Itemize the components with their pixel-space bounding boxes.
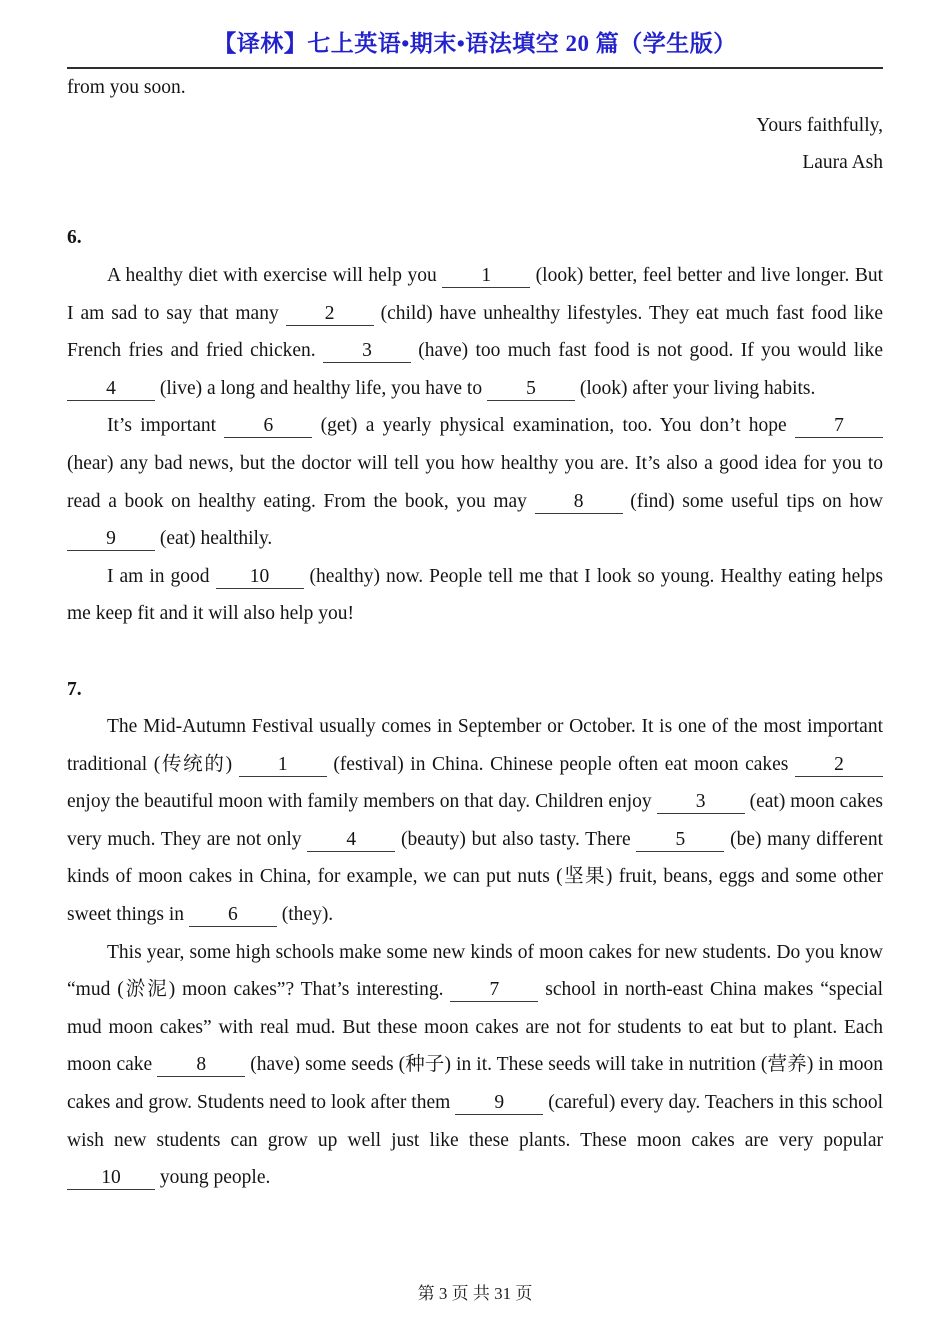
fill-in-blank-10: 10: [216, 565, 304, 589]
fill-in-blank-1: 1: [239, 753, 327, 777]
exercise-sections: [67, 219, 883, 1196]
fill-in-blank-7: 7: [450, 978, 538, 1002]
page-number-text: 第 3 页 共 31 页: [417, 1284, 533, 1303]
fill-in-blank-10: 10: [67, 1166, 155, 1190]
fill-in-blank-8: 8: [535, 490, 623, 514]
passage-paragraph: It’s important 6 (get) a yearly physical examination, too. You don’t hope 7 (hear) any bad news, but the doctor will tell you how healthy you are. It’s also a good idea for you to read a book on healthy eating. From the book, you may 8 (find) some useful tips on how 9 (eat) healthily.: [67, 415, 883, 550]
document-content: [67, 69, 883, 1197]
fill-in-blank-5: 5: [636, 828, 724, 852]
fill-in-blank-9: 9: [455, 1091, 543, 1115]
fill-in-blank-7: 7: [795, 414, 883, 438]
fill-in-blank-3: 3: [323, 339, 411, 363]
section-number: 7.: [67, 678, 82, 700]
exercise-section-6: [67, 219, 883, 633]
passage-paragraph: The Mid-Autumn Festival usually comes in September or October. It is one of the most important traditional (传统的) 1 (festival) in China. Chinese people often eat moon cakes 2 enjoy the beautiful moon with family members on that day. Children enjoy 3 (eat) moon cakes very much. They are not only 4 (beauty) but also tasty. There 5 (be) many different kinds of moon cakes in China, for example, we can put nuts (坚果) fruit, beans, eggs and some other sweet things in 6 (they).: [67, 716, 883, 926]
fill-in-blank-9: 9: [67, 527, 155, 551]
letter-continuation-line: from you soon.: [67, 77, 186, 98]
passage-paragraph: This year, some high schools make some new kinds of moon cakes for new students. Do you know “mud (淤泥) moon cakes”? That’s interesting. 7 school in north-east China makes “special mud moon cakes” with real mud. But these moon cakes are not for students to eat but to plant. Each moon cake 8 (have) some seeds (种子) in it. These seeds will take in nutrition (营养) in moon cakes and grow. Students need to look after them 9 (careful) every day. Teachers in this school wish new students can grow up well just like these plants. These moon cakes are very popular 10 young people.: [67, 941, 883, 1189]
letter-signature: Laura Ash: [802, 152, 883, 174]
fill-in-blank-4: 4: [307, 828, 395, 852]
exercise-section-7: [67, 671, 883, 1197]
page-title: 【译林】七上英语•期末•语法填空 20 篇（学生版）: [213, 31, 737, 56]
section-number: 6.: [67, 227, 82, 249]
passage-paragraph: A healthy diet with exercise will help you 1 (look) better, feel better and live longer. But I am sad to say that many 2 (child) have unhealthy lifestyles. They eat much fast food like French fries and fried chicken. 3 (have) too much fast food is not good. If you would like 4 (live) a long and healthy life, you have to 5 (look) after your living habits.: [67, 264, 883, 399]
fill-in-blank-8: 8: [157, 1053, 245, 1077]
fill-in-blank-5: 5: [487, 377, 575, 401]
letter-closing: Yours faithfully,: [756, 114, 883, 136]
fill-in-blank-6: 6: [224, 414, 312, 438]
passage-paragraph: I am in good 10 (healthy) now. People tell me that I look so young. Healthy eating helps me keep fit and it will also help you!: [67, 565, 884, 625]
page-header: [67, 0, 883, 58]
fill-in-blank-2: 2: [286, 302, 374, 326]
fill-in-blank-1: 1: [442, 264, 530, 288]
fill-in-blank-3: 3: [657, 790, 745, 814]
fill-in-blank-2: 2: [795, 753, 883, 777]
fill-in-blank-6: 6: [189, 903, 277, 927]
fill-in-blank-4: 4: [67, 377, 155, 401]
page-footer: [0, 1279, 950, 1304]
